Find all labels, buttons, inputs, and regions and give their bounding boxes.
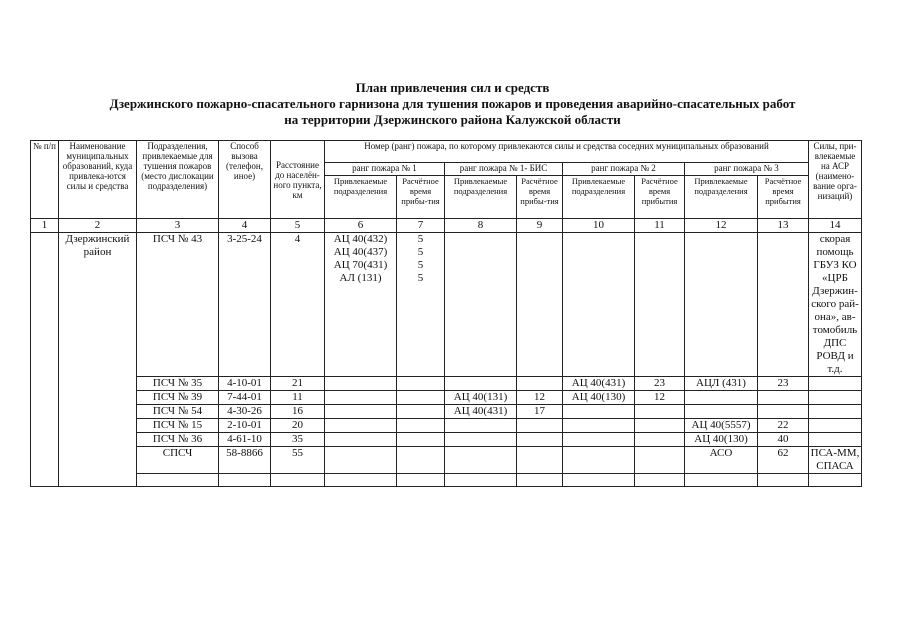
table-row (31, 447, 862, 474)
rank-2-units-cell (563, 233, 635, 377)
rank-1-bis-times-cell (517, 447, 563, 474)
unit-cell: СПСЧ (137, 447, 219, 474)
empty-cell (137, 474, 219, 487)
column-number: 11 (635, 219, 685, 233)
rank-2-times-cell (635, 419, 685, 433)
column-number: 6 (325, 219, 397, 233)
column-number: 4 (219, 219, 271, 233)
phone-cell: 3-25-24 (219, 233, 271, 377)
rank-2-times-cell: 23 (635, 377, 685, 391)
rank-3-units-cell: АЦЛ (431) (685, 377, 758, 391)
distance-cell: 35 (271, 433, 325, 447)
rank-3-units-cell (685, 405, 758, 419)
arrival-time: 5 (417, 259, 424, 271)
asr-line: Дзержин- (812, 285, 858, 297)
column-number-row (31, 219, 862, 233)
phone-cell: 7-44-01 (219, 391, 271, 405)
empty-cell (397, 474, 445, 487)
empty-cell (685, 474, 758, 487)
empty-cell (809, 474, 862, 487)
asr-line: она», ав- (814, 311, 856, 323)
rank-3-units-cell (685, 391, 758, 405)
rank-3-times-cell: 23 (758, 377, 809, 391)
rank-3-times-cell: 62 (758, 447, 809, 474)
rank-2-units-cell (563, 433, 635, 447)
table-row (31, 405, 862, 419)
rank-1-units-cell (325, 233, 397, 377)
asr-line: «ЦРБ (822, 272, 848, 284)
unit-cell: ПСЧ № 35 (137, 377, 219, 391)
empty-cell (445, 474, 517, 487)
header-asr-forces: Силы, при-влекаемые на АСР (наимено-вание орга-низаций) (809, 141, 862, 219)
table-row (31, 391, 862, 405)
asr-line: ГБУЗ КО (813, 259, 857, 271)
column-number: 3 (137, 219, 219, 233)
vehicle-entry: АЛ (131) (339, 272, 382, 284)
asr-line: скорая (819, 233, 851, 245)
unit-cell: ПСЧ № 15 (137, 419, 219, 433)
rank-1-units-cell (325, 433, 397, 447)
empty-cell (271, 474, 325, 487)
header-call-method: Способ вызова (телефон, иное) (219, 141, 271, 219)
asr-line: РОВД и (816, 350, 854, 362)
rank-3-units-cell: АСО (685, 447, 758, 474)
subheader-units-rank-1-bis: Привлекаемые подразделения (445, 176, 517, 219)
empty-cell (563, 474, 635, 487)
empty-cell (517, 474, 563, 487)
rank-3-times-cell: 40 (758, 433, 809, 447)
distance-cell: 21 (271, 377, 325, 391)
rank-1-units-cell (325, 419, 397, 433)
rank-2-times-cell (635, 447, 685, 474)
phone-cell: 2-10-01 (219, 419, 271, 433)
table-row-empty (31, 474, 862, 487)
table-row (31, 433, 862, 447)
title-line-1: План привлечения сил и средств (355, 80, 550, 95)
rank-1-bis-units-cell: АЦ 40(431) (445, 405, 517, 419)
rank-3-units-cell (685, 233, 758, 377)
header-index: № п/п (31, 141, 59, 219)
phone-cell: 4-10-01 (219, 377, 271, 391)
header-distance: Расстояние до населён-ного пункта, км (271, 141, 325, 219)
title-line-2: Дзержинского пожарно-спасательного гарнизона для тушения пожаров и проведения аварийно-спасательных работ (109, 96, 796, 111)
column-number: 14 (809, 219, 862, 233)
rank-1-times-cell (397, 377, 445, 391)
rank-2-units-cell (563, 447, 635, 474)
rank-3-times-cell (758, 405, 809, 419)
asr-forces-cell (809, 391, 862, 405)
rank-1-bis-times-cell (517, 433, 563, 447)
distance-cell: 20 (271, 419, 325, 433)
asr-line: ДПС (823, 337, 847, 349)
rank-1-times-cell (397, 391, 445, 405)
rank-2-times-cell (635, 233, 685, 377)
unit-cell: ПСЧ № 43 (137, 233, 219, 377)
header-units: Подразделения, привлекаемые для тушения пожаров (место дислокации подразделения) (137, 141, 219, 219)
rank-3-times-cell (758, 233, 809, 377)
empty-cell (219, 474, 271, 487)
subheader-time-rank-1-bis: Расчётное время прибы-тия (517, 176, 563, 219)
subheader-units-rank-3: Привлекаемые подразделения (685, 176, 758, 219)
rank-1-bis-times-cell (517, 233, 563, 377)
column-number: 8 (445, 219, 517, 233)
rank-3-times-cell: 22 (758, 419, 809, 433)
table-row (31, 377, 862, 391)
rank-1-units-cell (325, 391, 397, 405)
phone-cell: 58-8866 (219, 447, 271, 474)
rank-1-units-cell (325, 405, 397, 419)
asr-forces-cell (809, 433, 862, 447)
rank-2-units-cell (563, 419, 635, 433)
subheader-time-rank-3: Расчётное время прибытия (758, 176, 809, 219)
header-rank-group: Номер (ранг) пожара, по которому привлекаются силы и средства соседних муниципальных образований (325, 141, 809, 163)
forces-plan-table (30, 140, 862, 487)
vehicle-entry: АЦ 70(431) (333, 259, 388, 271)
phone-cell: 4-61-10 (219, 433, 271, 447)
rank-1-bis-units-cell (445, 447, 517, 474)
empty-cell (635, 474, 685, 487)
distance-cell: 11 (271, 391, 325, 405)
rank-2-times-cell (635, 405, 685, 419)
rank-1-bis-times-cell (517, 377, 563, 391)
subheader-units-rank-1: Привлекаемые подразделения (325, 176, 397, 219)
column-number: 7 (397, 219, 445, 233)
header-municipality: Наименование муниципальных образований, куда привлека-ются силы и средства (59, 141, 137, 219)
rank-1-bis-units-cell (445, 377, 517, 391)
rank-1-times-cell (397, 433, 445, 447)
distance-cell: 16 (271, 405, 325, 419)
index-cell (31, 233, 59, 487)
column-number: 12 (685, 219, 758, 233)
arrival-time: 5 (417, 246, 424, 258)
column-number: 5 (271, 219, 325, 233)
subheader-time-rank-1: Расчётное время прибы-тия (397, 176, 445, 219)
column-number: 1 (31, 219, 59, 233)
asr-forces-cell (809, 419, 862, 433)
asr-forces-cell (809, 405, 862, 419)
district-cell: Дзержинский район (59, 233, 137, 487)
column-number: 10 (563, 219, 635, 233)
rank-1-times-cell (397, 447, 445, 474)
rank-1-units-cell (325, 447, 397, 474)
asr-line: ского рай- (811, 298, 859, 310)
subheader-time-rank-2: Расчётное время прибытия (635, 176, 685, 219)
rank-1-times-cell (397, 419, 445, 433)
subheader-units-rank-2: Привлекаемые подразделения (563, 176, 635, 219)
unit-cell: ПСЧ № 54 (137, 405, 219, 419)
rank-2-units-cell: АЦ 40(130) (563, 391, 635, 405)
distance-cell: 55 (271, 447, 325, 474)
empty-cell (758, 474, 809, 487)
asr-line: помощь (816, 246, 854, 258)
rank-3-units-cell: АЦ 40(130) (685, 433, 758, 447)
column-number: 9 (517, 219, 563, 233)
rank-1-bis-units-cell (445, 233, 517, 377)
rank-1-bis-units-cell (445, 419, 517, 433)
phone-cell: 4-30-26 (219, 405, 271, 419)
table-row (31, 233, 862, 377)
rank-2-units-cell: АЦ 40(431) (563, 377, 635, 391)
header-rank-2: ранг пожара № 2 (563, 163, 685, 176)
asr-line: т.д. (827, 363, 843, 375)
rank-1-bis-times-cell: 12 (517, 391, 563, 405)
asr-forces-cell (809, 233, 862, 377)
rank-1-units-cell (325, 377, 397, 391)
asr-forces-cell: ПСА-ММ, СПАСА (809, 447, 862, 474)
rank-1-times-cell (397, 233, 445, 377)
empty-cell (325, 474, 397, 487)
rank-3-times-cell (758, 391, 809, 405)
column-number: 13 (758, 219, 809, 233)
header-rank-3: ранг пожара № 3 (685, 163, 809, 176)
asr-line: томобиль (812, 324, 858, 336)
rank-2-units-cell (563, 405, 635, 419)
rank-2-times-cell: 12 (635, 391, 685, 405)
rank-1-bis-times-cell: 17 (517, 405, 563, 419)
arrival-time: 5 (417, 233, 424, 245)
rank-1-bis-units-cell (445, 433, 517, 447)
asr-forces-cell (809, 377, 862, 391)
unit-cell: ПСЧ № 36 (137, 433, 219, 447)
unit-cell: ПСЧ № 39 (137, 391, 219, 405)
header-rank-1: ранг пожара № 1 (325, 163, 445, 176)
column-number: 2 (59, 219, 137, 233)
rank-1-times-cell (397, 405, 445, 419)
rank-1-bis-times-cell (517, 419, 563, 433)
distance-cell: 4 (271, 233, 325, 377)
arrival-time: 5 (417, 272, 424, 284)
vehicle-entry: АЦ 40(432) (333, 233, 388, 245)
rank-3-units-cell: АЦ 40(5557) (685, 419, 758, 433)
document-title (40, 80, 865, 128)
rank-2-times-cell (635, 433, 685, 447)
table-row (31, 419, 862, 433)
header-rank-1-bis: ранг пожара № 1- БИС (445, 163, 563, 176)
rank-1-bis-units-cell: АЦ 40(131) (445, 391, 517, 405)
title-line-3: на территории Дзержинского района Калужской области (284, 112, 621, 127)
vehicle-entry: АЦ 40(437) (333, 246, 388, 258)
